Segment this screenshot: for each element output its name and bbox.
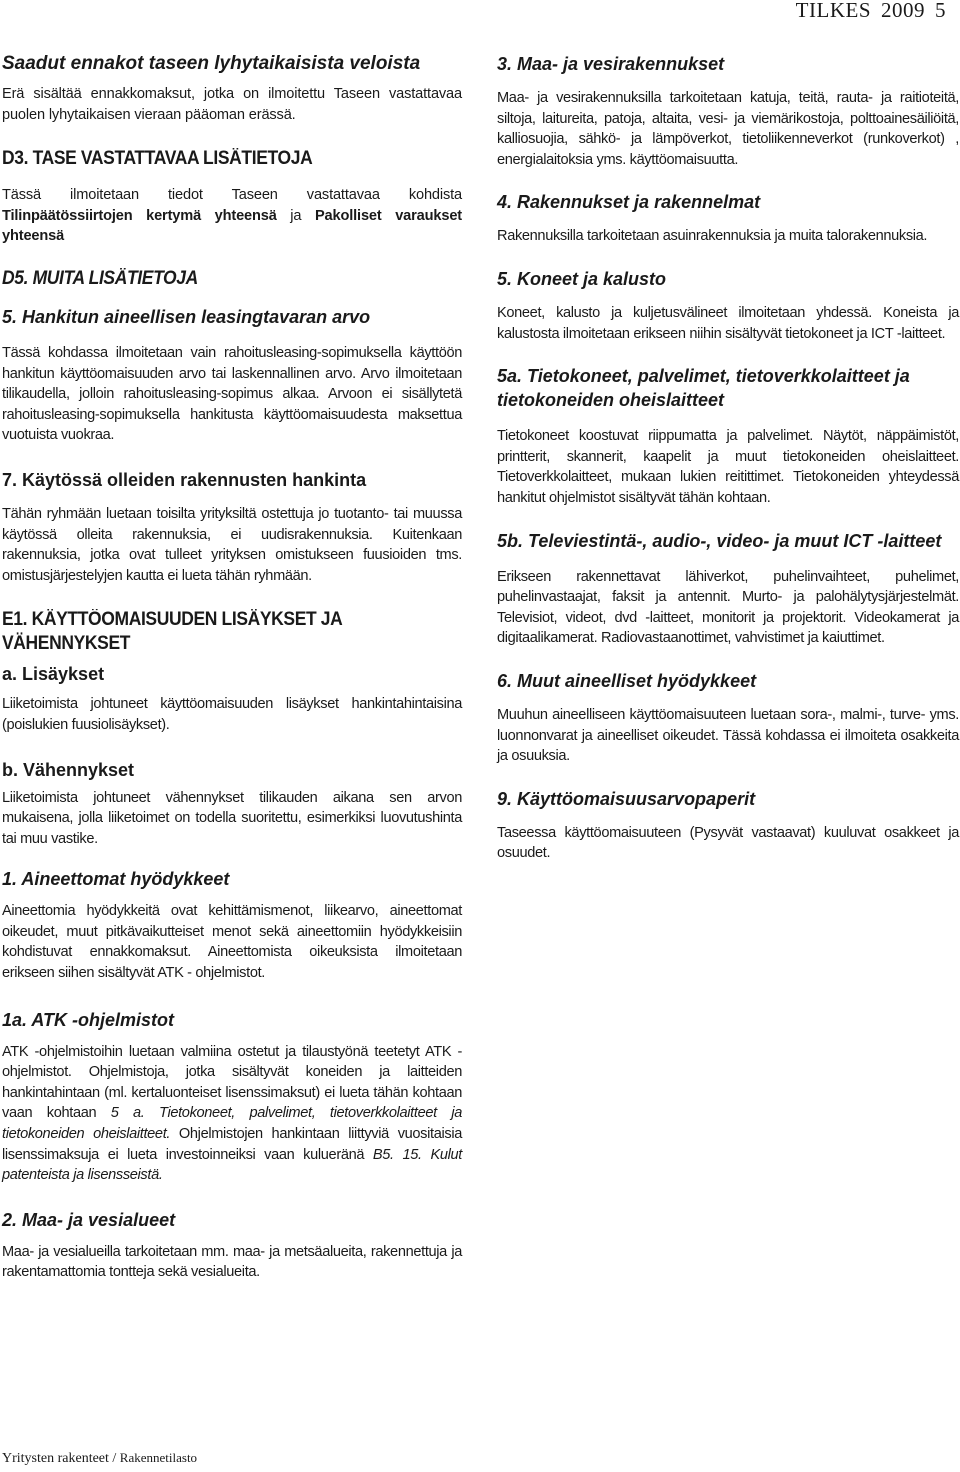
paragraph-ict-laitteet: Erikseen rakennettavat lähiverkot, puhelinvaihteet, puhelimet, puhelinvastaajat, faksit ja antennit. Murto- ja palohälytysjärjestelmät. Televisiot, videot, dvd -laitteet, monitorit ja projektorit. Videokamerat ja digitaalikamerat. Radiovastaanottimet, vahvistimet ja kaiuttimet.: [497, 568, 959, 647]
paragraph-saadut-ennakot: Erä sisältää ennakkomaksut, jotka on ilmoitettu Taseen vastattavaa puolen lyhytaikaisen vieraan pääoman erässä.: [2, 86, 462, 123]
paragraph-aineettomat: Aineettomia hyödykkeitä ovat kehittämismenot, liikearvo, aineettomat oikeudet, muut pitkävaikutteiset menot sekä aineettomiin hyödykkeisiin kohdistuvat ennakkomaksut. Aineettomista oikeuksista ilmoitetaan erikseen siihen sisältyvät ATK - ohjelmistot.: [2, 903, 462, 982]
paragraph-arvopaperit: Taseessa käyttöomaisuuteen (Pysyvät vastaavat) kuuluvat osakkeet ja osuudet.: [497, 824, 959, 862]
heading-d5: D5. MUITA LISÄTIETOJA: [2, 267, 198, 289]
section-title-atk-ohjelmistot: 1a. ATK -ohjelmistot: [2, 1009, 175, 1030]
atk-text-c: Ohjelmistojen hankintaan liittyviä vuositaisia lisenssimaksuja ei lueta investoinneiksi vaan kulueränä: [2, 1126, 462, 1163]
right-column: [497, 52, 959, 884]
d3-term-pakolliset-varaukset: Pakolliset varaukset yhteensä: [2, 207, 462, 245]
section-title-rakennukset: 4. Rakennukset ja rakennelmat: [497, 192, 761, 213]
section-title-maa-vesirakennukset: 3. Maa- ja vesirakennukset: [497, 54, 725, 74]
paragraph-lisaykset: Liiketoimista johtuneet käyttöomaisuuden lisäykset hankintahintaisina (poislukien fuusiolisäykset).: [2, 696, 462, 733]
paragraph-tietokoneet: Tietokoneet koostuvat riippumatta ja palvelimet. Näytöt, näppäimistöt, printterit, skannerit, kaapelit ja muut tietokoneiden oheislaitteet. Tietoverkkolaitteet, mukaan lukien reitittimet. Tietokoneiden yhteydessä hankitut ohjelmistot sisältyvät tähän kohtaan.: [497, 428, 959, 506]
section-title-arvopaperit: 9. Käyttöomaisuusarvopaperit: [497, 788, 756, 809]
heading-d3: D3. TASE VASTATTAVAA LISÄTIETOJA: [2, 148, 313, 170]
section-title-maa-vesialueet: 2. Maa- ja vesialueet: [2, 1209, 176, 1230]
publication-name: TILKES: [795, 0, 871, 22]
atk-ref-5a: 5 a. Tietokoneet, palvelimet, tietoverkkolaitteet ja tietokoneiden oheislaitteet.: [2, 1105, 462, 1143]
paragraph-leasingtavara: Tässä kohdassa ilmoitetaan vain rahoitusleasing-sopimuksella käyttöön hankitun käyttöomaisuuden arvo tai laskennallinen arvo. Arvo ilmoitetaan tilikaudella, jolloin rahoitusleasing-sopimus alkaa. Arvoon ei sisällytetä rahoitusleasing-sopimuksella hankitusta käyttöomaisuudesta maksettua vuotuista vuokraa.: [2, 344, 462, 444]
paragraph-rakennukset: Rakennuksilla tarkoitetaan asuinrakennuksia ja muita talorakennuksia.: [497, 228, 928, 245]
left-column: [2, 52, 462, 1303]
d3-text-a: Tässä ilmoitetaan tiedot Taseen vastattavaa kohdista: [2, 187, 462, 204]
section-title-rakennusten-hankinta: 7. Käytössä olleiden rakennusten hankinta: [2, 469, 367, 490]
section-title-ict-laitteet: 5b. Televiestintä-, audio-, video- ja muut ICT -laitteet: [497, 530, 942, 551]
section-title-tietokoneet: 5a. Tietokoneet, palvelimet, tietoverkkolaitteet ja tietokoneiden oheislaitteet: [497, 366, 910, 411]
section-title-muut-aineelliset: 6. Muut aineelliset hyödykkeet: [497, 670, 757, 691]
page-number: 5: [935, 0, 946, 22]
publication-year: 2009: [881, 0, 925, 22]
paragraph-maa-vesialueet: Maa- ja vesialueilla tarkoitetaan mm. maa- ja metsäalueita, rakennettuja ja rakentamattomia tontteja sekä vesialueita.: [2, 1243, 462, 1281]
section-title-vahennykset: b. Vähennykset: [2, 759, 135, 780]
footer-statistic: Rakennetilasto: [119, 1450, 198, 1465]
paragraph-koneet-kalusto: Koneet, kalusto ja kuljetusvälineet ilmoitetaan yhdessä. Koneista ja kalustosta ilmoitetaan erikseen niihin sisältyvät tietokoneet ja ICT -laitteet.: [497, 304, 959, 342]
paragraph-vahennykset: Liiketoimista johtuneet vähennykset tilikauden aikana sen arvon mukaisena, jolla liiketoimet on todella suoritettu, esimerkiksi luovutushinta tai muu vastike.: [2, 789, 462, 847]
running-header: [786, 0, 946, 23]
d3-term-tilinpaatossiirtojen: Tilinpäätössiirtojen kertymä yhteensä: [2, 207, 277, 224]
d3-text-c: ja: [276, 207, 315, 224]
footer-publication: Yritysten rakenteet /: [2, 1451, 120, 1466]
paragraph-rakennusten-hankinta: Tähän ryhmään luetaan toisilta yrityksiltä ostettuja jo tuotanto- tai muussa käytössä olleita rakennuksia, ei uudisrakennuksia. Kuitenkaan rakennuksia, jotka ovat tulleet yrityksen omistukseen fuusioiden tms. omistusjärjestelyjen kautta ei lueta tähän ryhmään.: [2, 505, 462, 584]
paragraph-muut-aineelliset: Muuhun aineelliseen käyttöomaisuuteen luetaan sora-, malmi-, turve- yms. luonnonvarat ja aineelliset oikeudet. Tässä kohdassa ei ilmoiteta osakkeita ja osuuksia.: [497, 706, 959, 765]
atk-ref-b5: B5. 15. Kulut patenteista ja lisensseistä.: [2, 1146, 463, 1184]
section-title-saadut-ennakot: Saadut ennakot taseen lyhytaikaisista veloista: [2, 53, 421, 74]
section-title-koneet-kalusto: 5. Koneet ja kalusto: [497, 268, 667, 289]
section-title-leasingtavara: 5. Hankitun aineellisen leasingtavaran arvo: [2, 306, 371, 327]
atk-text-a: ATK -ohjelmistoihin luetaan valmiina ostetut ja tilaustyönä teetetyt ATK -ohjelmistot. Ohjelmistoja, jotka sisältyvät koneiden ja laitteiden hankintahintaan (ml. kertaluonteiset lisenssimaksut) ei lueta tähän kohtaan vaan kohtaan: [2, 1043, 462, 1122]
section-title-aineettomat: 1. Aineettomat hyödykkeet: [2, 869, 230, 890]
heading-e1: E1. KÄYTTÖOMAISUUDEN LISÄYKSET JA VÄHENNYKSET: [2, 609, 342, 655]
paragraph-maa-vesirakennukset: Maa- ja vesirakennuksilla tarkoitetaan katuja, teitä, rauta- ja raitioteitä, siltoja, laitureita, patoja, altaita, vesi- ja viemärikostoja, polttoainesäiliöitä, kalliosuojia, sähkö- ja lämpöverkot, tietoliikenneverkot (runkoverkot) , energialaitoksia yms. käyttöomaisuutta.: [497, 90, 959, 168]
section-title-lisaykset: a. Lisäykset: [2, 664, 105, 685]
paragraph-atk-ohjelmistot: [2, 1042, 462, 1186]
page-footer: [2, 1450, 197, 1467]
paragraph-d3: [2, 185, 462, 247]
